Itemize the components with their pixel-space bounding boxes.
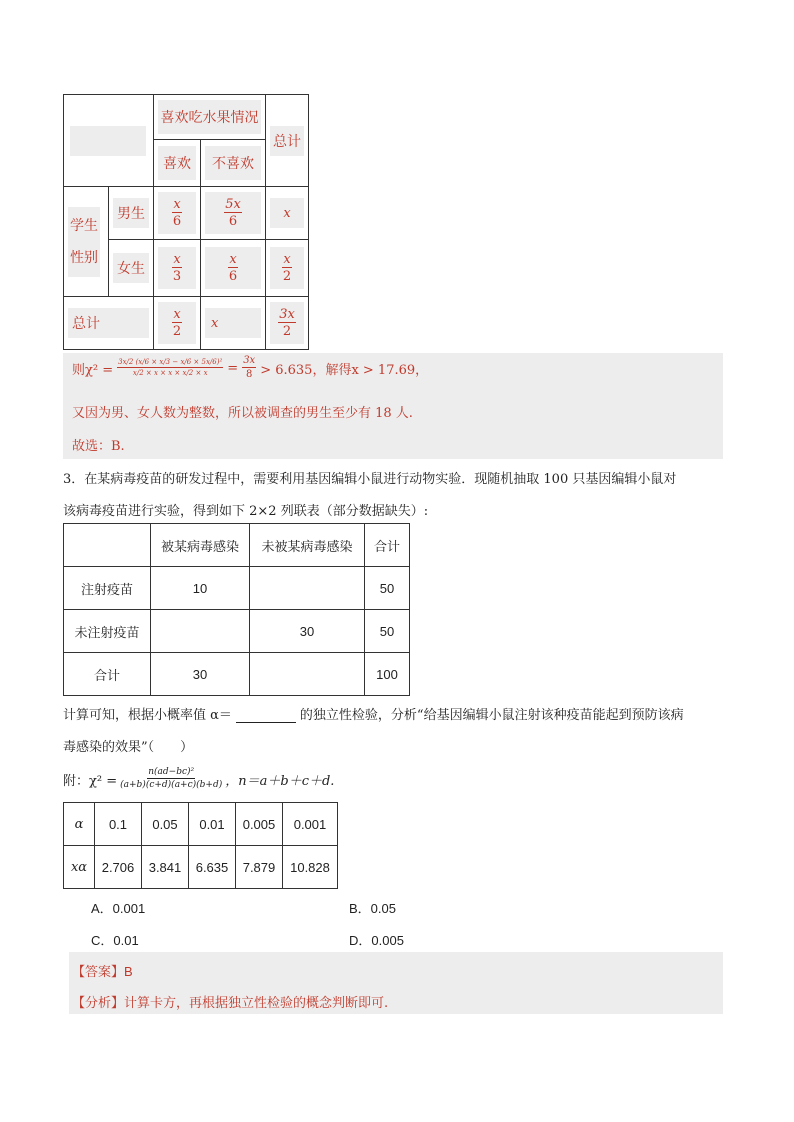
- table1-header-dislike: 不喜欢: [205, 146, 261, 180]
- option-c[interactable]: C．0.01: [91, 933, 139, 948]
- table-row: 合计 30 100: [64, 653, 410, 696]
- answer-blank: [236, 710, 296, 723]
- table1-male: 男生: [113, 198, 149, 228]
- appendix-fraction: $\frac{\text{n(ad−bc)²}}{(a+b)(c+d)(a+c)(b+d)}$: [120, 767, 223, 790]
- q3-stem-line1: 计算可知，根据小概率值 α＝ 的独立性检验，分析“给基因编辑小鼠注射该种疫苗能起到预防该病: [63, 708, 684, 723]
- answer-value: B: [124, 964, 133, 979]
- table1-total-row: 总计: [68, 308, 149, 338]
- formula-prefix: 则χ² =: [72, 362, 114, 378]
- male-dislike-fraction: $\frac{5x}{6}$: [225, 197, 241, 229]
- gender-fruit-table: [63, 94, 309, 350]
- option-d[interactable]: D．0.005: [349, 933, 404, 948]
- total-like-fraction: $\frac{x}{2}$: [172, 307, 182, 339]
- female-like-fraction: $\frac{x}{3}$: [172, 252, 182, 284]
- table1-corner: [64, 95, 154, 187]
- female-total-fraction: $\frac{x}{2}$: [282, 252, 292, 284]
- critical-value-table: [63, 802, 338, 889]
- contingency-table: [63, 523, 410, 696]
- formula-fraction: $\frac{\text{3x/2 (x/6 × x/3 − x/6 × 5x/6)²}}{x/2 \times x \times x \times x/2 \times x}$: [118, 358, 223, 377]
- table-row: 注射疫苗 10 50: [64, 567, 410, 610]
- answer-label: 【答案】: [72, 965, 125, 980]
- total-total-fraction: $\frac{3x}{2}$: [279, 307, 295, 339]
- table1-female: 女生: [113, 253, 149, 283]
- total-dislike: x: [205, 308, 261, 338]
- header-total: 合计: [365, 524, 410, 567]
- analysis-text: 计算卡方，再根据独立性检验的概念判断即可.: [124, 996, 389, 1011]
- male-like-fraction: $\frac{x}{6}$: [172, 197, 182, 229]
- analysis-label: 【分析】: [72, 996, 125, 1011]
- formula-rest: > 6.635，解得x > 17.69，: [260, 362, 429, 378]
- q3-stem-line2: 毒感染的效果”（ ）: [63, 740, 194, 755]
- male-total: x: [270, 198, 304, 228]
- table-row: [64, 524, 410, 567]
- chi-square-formula: 则χ² = $\frac{\text{3x/2 (x/6 × x/3 − x/6 × 5x/6)²}}{x/2 \times x \times x \times x/2 \times x}$ = $\frac{3x}{8}$ > 6.635，解得x > 17.69，: [72, 355, 429, 380]
- solution-line2: 又因为男、女人数为整数，所以被调查的男生至少有 18 人.: [72, 406, 413, 421]
- appendix-formula: 附：χ² = $\frac{\text{n(ad−bc)²}}{(a+b)(c+d)(a+c)(b+d)}$ ，n＝a＋b＋c＋d.: [63, 767, 335, 790]
- table1-header-total: 总计: [270, 126, 304, 156]
- q3-intro-line2: 该病毒疫苗进行实验，得到如下 2×2 列联表（部分数据缺失）:: [63, 504, 429, 519]
- table-row: 未注射疫苗 30 50: [64, 610, 410, 653]
- table1-row-group: 学生性别: [68, 207, 100, 277]
- q3-intro-line1: 3．在某病毒疫苗的研发过程中，需要利用基因编辑小鼠进行动物实验．现随机抽取 100 只基因编辑小鼠对: [63, 472, 677, 487]
- option-b[interactable]: B．0.05: [349, 901, 396, 916]
- table1-header-like: 喜欢: [158, 146, 196, 180]
- analysis-line: [72, 992, 388, 1011]
- option-a[interactable]: A．0.001: [91, 901, 146, 916]
- header-not-infected: 未被某病毒感染: [250, 524, 365, 567]
- solution-line3: 故选：B.: [72, 439, 125, 454]
- table-row: α 0.1 0.05 0.01 0.005 0.001: [64, 803, 338, 846]
- answer-line: [72, 961, 133, 980]
- table1-header-fruit: 喜欢吃水果情况: [158, 100, 261, 134]
- header-infected: 被某病毒感染: [151, 524, 250, 567]
- female-dislike-fraction: $\frac{x}{6}$: [228, 252, 238, 284]
- table-row: xα 2.706 3.841 6.635 7.879 10.828: [64, 846, 338, 889]
- formula-eq-fraction: $\frac{3x}{8}$: [243, 355, 256, 380]
